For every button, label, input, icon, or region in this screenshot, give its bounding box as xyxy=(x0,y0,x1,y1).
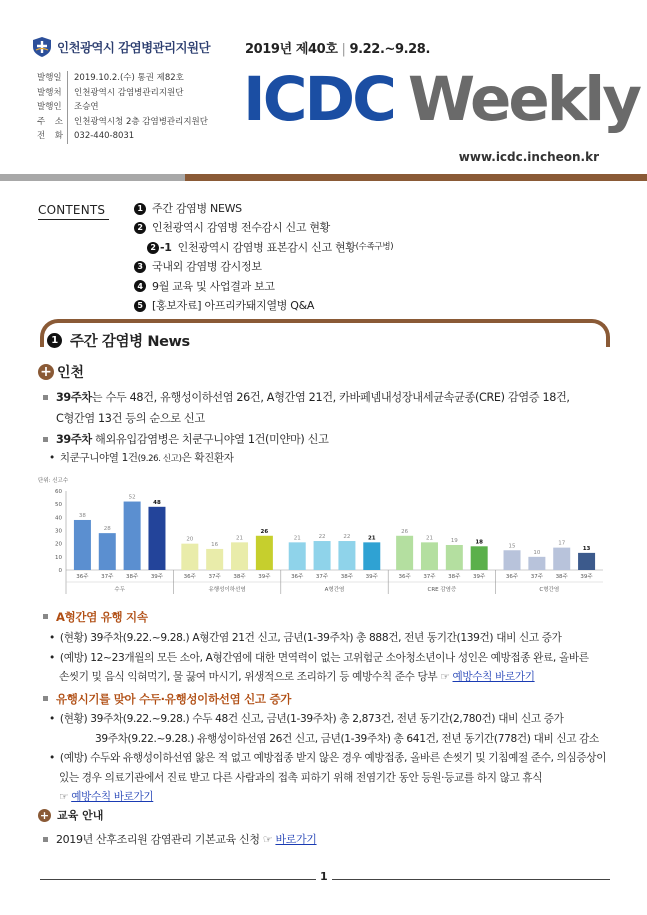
number-badge: 2 xyxy=(147,242,159,254)
x-tick-label: 38주 xyxy=(555,574,568,580)
hepatitis-a-prevention-cont: 손씻기 및 음식 익혀먹기, 물 끓여 마시기, 위생적으로 조리하기 등 예방수칙 준수 당부 xyxy=(59,671,438,683)
x-tick-label: 37주 xyxy=(315,574,329,580)
bar-value-label: 48 xyxy=(153,499,161,506)
bar xyxy=(363,542,380,570)
bar xyxy=(421,542,438,570)
pub-value: 032-440-8031 xyxy=(74,131,135,142)
bar xyxy=(314,541,331,570)
page-number: 1 xyxy=(316,870,332,883)
toc-item-label: 국내외 감염병 감시정보 xyxy=(152,260,262,274)
varicella-heading-text: 유행시기를 맞아 수두·유행성이하선염 신고 증가 xyxy=(56,692,292,706)
bar-chart xyxy=(38,475,608,605)
masthead-brand xyxy=(243,60,639,140)
hepatitis-a-prevention: (예방) 12~23개월의 모든 소아, A형간염에 대한 면역력이 없는 고위험군 소아청소년이나 성인은 예방접종 완료, 올바른 xyxy=(59,651,589,664)
x-tick-label: 36주 xyxy=(505,574,519,580)
bar xyxy=(528,557,545,570)
y-axis-label: 단위: 신고수 xyxy=(38,478,69,484)
chikungunya-date: (9.26. 신고) xyxy=(137,454,182,464)
x-tick-label: 39주 xyxy=(365,574,378,580)
website-url[interactable]: www.icdc.incheon.kr xyxy=(458,150,599,164)
pub-label: 발행처 xyxy=(37,86,68,101)
education-heading xyxy=(38,807,103,823)
bar-value-label: 38 xyxy=(78,512,86,519)
square-bullet-icon xyxy=(43,837,48,842)
pointing-hand-icon: ☞ xyxy=(440,671,450,683)
chikungunya-tail: 은 확진환자 xyxy=(181,452,234,464)
hepatitis-a-details: • (현황) 39주차(9.22.~9.28.) A형간염 21건 신고, 금년(1-39주차) 총 888건, 전년 동기간(139건) 대비 신고 증가 • (예방) 12~23개월의 모든 소아, A형간염에 대한 면역력이 없는 고위험군 소아청소년이나 성인은 예방접종 완료, 올바른 손씻기 및 음식 익혀먹기, 물 끓여 마시기, 위생적으로 조리하기 등 예방수칙 준수 당부 ☞ 예방수칙 바로가기 xyxy=(49,632,589,683)
pub-value: 2019.10.2.(수) 통권 제82호 xyxy=(74,73,184,83)
toc-item-label: 주간 감염병 NEWS xyxy=(152,202,242,215)
org-logo xyxy=(33,37,210,57)
education-text: 2019년 산후조리원 감염관리 기본교육 신청 xyxy=(56,833,260,846)
week-label: 39주차 xyxy=(56,433,92,446)
bar-value-label: 22 xyxy=(343,534,351,541)
group-label: C형간염 xyxy=(539,587,560,593)
pub-label: 발행일 xyxy=(37,71,68,86)
bar xyxy=(256,536,273,570)
square-bullet-icon xyxy=(43,437,48,442)
brand-icdc: ICDC xyxy=(243,64,394,135)
bar xyxy=(553,548,570,570)
pub-row xyxy=(37,115,208,130)
x-tick-label: 37주 xyxy=(423,574,436,580)
x-tick-label: 39주 xyxy=(150,574,164,580)
prevention-link[interactable]: 예방수칙 바로가기 xyxy=(71,791,154,803)
x-tick-label: 39주 xyxy=(258,574,271,580)
pub-value: 인천광역시청 2층 감염병관리지원단 xyxy=(74,116,208,127)
pub-row xyxy=(37,129,208,144)
number-badge: 5 xyxy=(134,300,146,312)
pub-row xyxy=(37,100,208,115)
pub-value: 조승연 xyxy=(74,102,99,113)
mumps-status: 39주차(9.22.~9.28.) 유행성이하선염 26건 신고, 금년(1-39주차) 총 641건, 전년 동기간(778건) 대비 신고 감소 xyxy=(95,732,599,745)
bar-value-label: 20 xyxy=(186,536,194,543)
header-divider xyxy=(0,174,647,181)
bar xyxy=(471,546,488,570)
bar-value-label: 13 xyxy=(582,545,591,552)
bar xyxy=(289,542,306,570)
bar-value-label: 21 xyxy=(293,535,301,542)
plus-icon: + xyxy=(38,364,54,380)
y-tick-label: 20 xyxy=(55,541,62,548)
varicella-heading xyxy=(43,691,291,707)
bar xyxy=(181,544,198,570)
contents-title: CONTENTS xyxy=(38,203,106,217)
bar xyxy=(578,553,595,570)
x-tick-label: 36주 xyxy=(183,574,196,580)
shield-icon xyxy=(33,37,51,57)
y-tick-label: 60 xyxy=(55,489,62,495)
brand-weekly: Weekly xyxy=(407,64,639,135)
bar-value-label: 19 xyxy=(450,537,458,544)
bar xyxy=(231,542,248,570)
square-bullet-icon xyxy=(43,395,48,400)
x-tick-label: 36주 xyxy=(76,574,89,580)
number-badge: 3 xyxy=(134,261,146,273)
x-tick-label: 38주 xyxy=(125,574,139,580)
y-tick-label: 40 xyxy=(55,515,62,522)
bar xyxy=(99,533,116,570)
bar xyxy=(396,536,413,570)
group-label: CRE 감염증 xyxy=(427,587,457,593)
bar-value-label: 26 xyxy=(401,528,409,535)
chikungunya-text: 치쿤구니야열 1건 xyxy=(59,452,138,464)
x-tick-label: 38주 xyxy=(448,574,461,580)
toc-item[interactable] xyxy=(134,199,393,218)
group-label: 유행성이하선염 xyxy=(208,587,246,593)
pub-row xyxy=(37,71,208,86)
summary-text: 는 수두 48건, 유행성이하선염 26건, A형간염 21건, 카바페넴내성장내세균속균종(CRE) 감염증 18건, xyxy=(91,391,570,404)
x-tick-label: 37주 xyxy=(101,574,114,580)
toc-item[interactable] xyxy=(134,238,393,257)
toc-item-label: 인천광역시 감염병 전수감시 신고 현황 xyxy=(152,221,331,235)
toc-item-label: [홍보자료] 아프리카돼지열병 Q&A xyxy=(152,299,315,313)
hepatitis-a-heading xyxy=(43,609,148,625)
bar-value-label: 18 xyxy=(475,539,484,546)
prevention-link[interactable]: 예방수칙 바로가기 xyxy=(452,671,535,683)
weekly-report-chart xyxy=(38,475,608,605)
issue-period: 9.22.~9.28. xyxy=(349,42,430,57)
square-bullet-icon xyxy=(43,614,48,619)
plus-icon: + xyxy=(39,808,50,822)
publication-info xyxy=(37,71,208,144)
x-tick-label: 38주 xyxy=(340,574,354,580)
week-label: 39주차 xyxy=(56,391,92,404)
bar-value-label: 26 xyxy=(260,528,269,535)
summary-paragraph: 39주차는 수두 48건, 유행성이하선염 26건, A형간염 21건, 카바페넴내성장내세균속균종(CRE) 감염증 18건, C형간염 13건 등의 순으로 신고 39주차 해외유입감염병은 치쿤구니야열 1건(미얀마) 신고 • 치쿤구니야열 1건(9.26. 신고)은 확진환자 xyxy=(43,387,608,468)
bar-value-label: 21 xyxy=(425,535,433,542)
issue-info: 2019년 제40호 | 9.22.~9.28. xyxy=(245,42,430,57)
bar-value-label: 15 xyxy=(508,543,516,550)
toc-item[interactable] xyxy=(134,257,393,276)
hepatitis-a-heading-text: A형간염 유행 지속 xyxy=(56,610,148,624)
bar-value-label: 28 xyxy=(103,526,111,533)
toc-item-note: (수족구병) xyxy=(355,241,394,252)
bar-value-label: 10 xyxy=(533,549,541,556)
varicella-prevention-cont: 있는 경우 의료기관에서 진료 받고 다른 사람과의 접촉 피하기 위해 전염기간 동안 등원·등교를 하지 않고 휴식 xyxy=(59,771,543,784)
issue-number: 2019년 제40호 xyxy=(245,42,338,57)
toc-item[interactable] xyxy=(134,296,393,315)
bar-value-label: 21 xyxy=(367,535,376,542)
bar-value-label: 52 xyxy=(128,494,136,501)
bar xyxy=(148,507,165,570)
table-of-contents xyxy=(134,199,393,315)
toc-item-prefix: -1 xyxy=(160,240,172,254)
region-heading xyxy=(38,362,84,382)
y-tick-label: 0 xyxy=(58,568,62,574)
region-heading-text: 인천 xyxy=(57,365,85,381)
education-item xyxy=(43,829,608,850)
pub-value: 인천광역시 감염병관리지원단 xyxy=(74,87,184,98)
x-tick-label: 36주 xyxy=(291,574,304,580)
pointing-hand-icon: ☞ xyxy=(59,791,69,803)
bar-value-label: 17 xyxy=(558,540,566,547)
bar xyxy=(74,520,91,570)
org-name: 인천광역시 감염병관리지원단 xyxy=(57,40,210,55)
number-badge: 1 xyxy=(47,333,62,348)
y-tick-label: 50 xyxy=(55,502,62,509)
bar xyxy=(504,550,521,570)
section-title xyxy=(47,330,190,351)
education-heading-text: 교육 안내 xyxy=(57,809,104,822)
y-tick-label: 10 xyxy=(55,554,62,561)
group-label: A형간염 xyxy=(324,587,345,593)
pub-label: 전 화 xyxy=(37,129,68,144)
toc-item-label: 인천광역시 감염병 표본감시 신고 현황 xyxy=(177,240,356,254)
summary-text: C형간염 13건 등의 순으로 신고 xyxy=(56,412,205,425)
x-tick-label: 36주 xyxy=(398,574,411,580)
bar xyxy=(124,502,141,570)
pub-row xyxy=(37,86,208,101)
x-tick-label: 39주 xyxy=(580,574,593,580)
x-tick-label: 37주 xyxy=(208,574,221,580)
hepatitis-a-status: (현황) 39주차(9.22.~9.28.) A형간염 21건 신고, 금년(1-39주차) 총 888건, 전년 동기간(139건) 대비 신고 증가 xyxy=(59,632,562,644)
section-title-text: 주간 감염병 News xyxy=(70,334,190,350)
education-link[interactable]: 바로가기 xyxy=(275,833,317,846)
bar xyxy=(338,541,355,570)
square-bullet-icon xyxy=(43,696,48,701)
varicella-status: (현황) 39주차(9.22.~9.28.) 수두 48건 신고, 금년(1-39주차) 총 2,873건, 전년 동기간(2,780건) 대비 신고 증가 xyxy=(59,713,564,725)
number-badge: 2 xyxy=(134,222,146,234)
pub-label: 발행인 xyxy=(37,100,68,115)
bar xyxy=(446,545,463,570)
y-tick-label: 30 xyxy=(55,528,62,535)
group-label: 수두 xyxy=(114,587,126,593)
x-tick-label: 38주 xyxy=(233,574,246,580)
bar-value-label: 22 xyxy=(318,534,326,541)
pub-label: 주 소 xyxy=(37,115,68,130)
toc-item-label: 9월 교육 및 사업결과 보고 xyxy=(152,279,275,293)
toc-item[interactable] xyxy=(134,277,393,296)
varicella-details: • (현황) 39주차(9.22.~9.28.) 수두 48건 신고, 금년(1-39주차) 총 2,873건, 전년 동기간(2,780건) 대비 신고 증가 39주차(9.22.~9.28.) 유행성이하선염 26건 신고, 금년(1-39주차) 총 641건, 전년 동기간(778건) 대비 신고 감소 • (예방) 수두와 유행성이하선염 앓은 적 없고 예방접종 받지 않은 경우 예방접종, 올바른 손씻기 및 기침예절 준수, 의심증상이 있는 경우 의료기관에서 진료 받고 다른 사람과의 접촉 피하기 위해 전염기간 동안 등원·등교를 하지 않고 휴식 ☞ 예방수칙 바로가기 xyxy=(49,713,607,803)
x-tick-label: 37주 xyxy=(530,574,544,580)
number-badge: 1 xyxy=(134,203,146,215)
pointing-hand-icon: ☞ xyxy=(262,833,273,846)
varicella-prevention: (예방) 수두와 유행성이하선염 앓은 적 없고 예방접종 받지 않은 경우 예방접종, 올바른 손씻기 및 기침예절 준수, 의심증상이 xyxy=(59,752,607,764)
toc-item[interactable] xyxy=(134,218,393,237)
bar xyxy=(206,549,223,570)
bar-value-label: 21 xyxy=(236,535,244,542)
bar-value-label: 16 xyxy=(211,541,219,548)
number-badge: 4 xyxy=(134,280,146,292)
import-text: 해외유입감염병은 치쿤구니야열 1건(미얀마) 신고 xyxy=(91,433,329,446)
x-tick-label: 39주 xyxy=(473,574,486,580)
